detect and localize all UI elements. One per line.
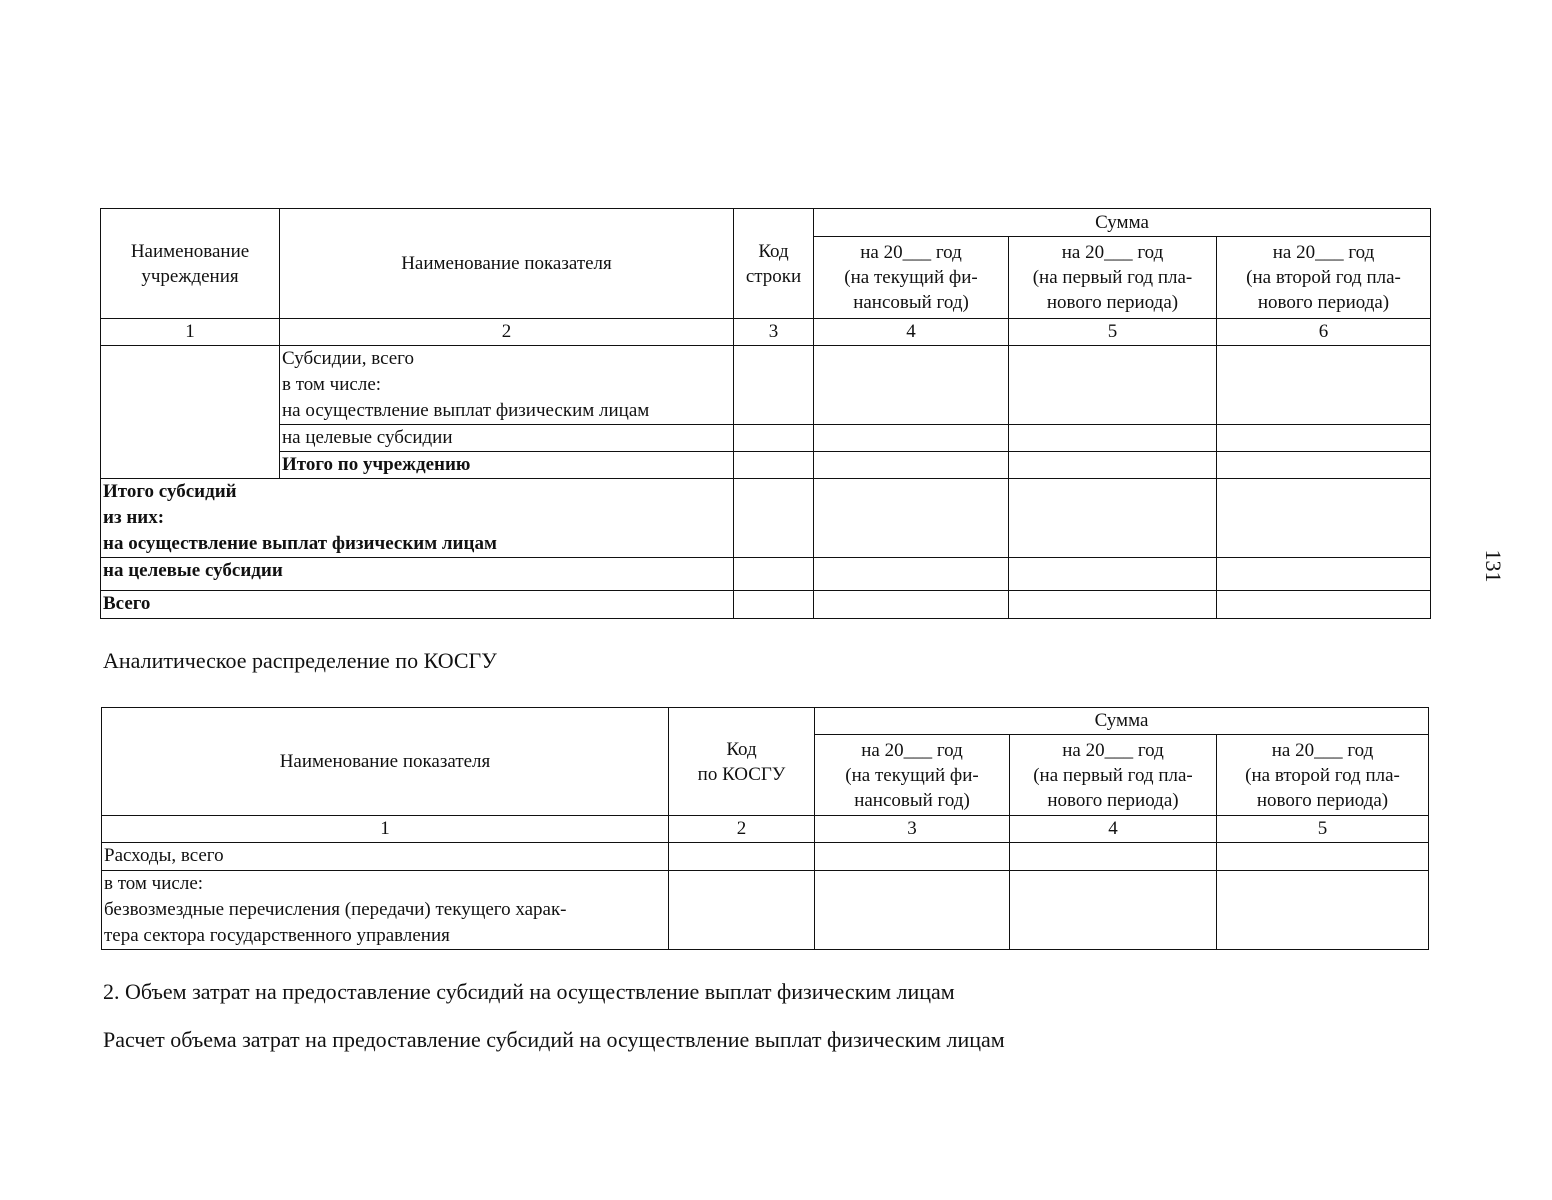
empty-cell [1217,452,1431,479]
header-year-first-plan: на 20___ год (на первый год пла- нового периода) [1010,735,1217,816]
header-indicator: Наименование показателя [280,209,734,319]
header-year-second-plan: на 20___ год (на второй год пла- нового периода) [1217,237,1431,319]
page-number: 131 [1481,549,1506,583]
empty-cell [814,346,1009,425]
column-number: 2 [280,319,734,346]
gratuitous-transfers-label: в том числе: безвозмездные перечисления (передачи) текущего харак- тера сектора государственного управления [102,871,669,950]
column-number: 4 [1010,816,1217,843]
empty-cell [734,425,814,452]
table-row [101,479,1431,558]
header-indicator: Наименование показателя [102,708,669,816]
column-number: 3 [734,319,814,346]
empty-cell [669,871,815,950]
institution-name-cell [101,346,280,479]
column-number: 2 [669,816,815,843]
total-target-subsidies-label: на целевые субсидии [101,558,734,591]
table-row [101,425,1431,452]
empty-cell [669,843,815,871]
kosgu-table [101,707,1429,950]
table-row [102,871,1429,950]
empty-cell [1217,479,1431,558]
total-institution-label: Итого по учреждению [280,452,734,479]
empty-cell [1217,558,1431,591]
empty-cell [1009,452,1217,479]
empty-cell [814,558,1009,591]
header-sum: Сумма [814,209,1431,237]
column-number-row [102,816,1429,843]
column-number: 1 [102,816,669,843]
expenses-total-label: Расходы, всего [102,843,669,871]
empty-cell [814,425,1009,452]
header-year-current: на 20___ год (на текущий фи- нансовый год) [814,237,1009,319]
empty-cell [1009,479,1217,558]
empty-cell [1009,558,1217,591]
empty-cell [734,558,814,591]
empty-cell [1217,346,1431,425]
empty-cell [815,871,1010,950]
kosgu-section-title: Аналитическое распределение по КОСГУ [103,648,497,673]
column-number: 5 [1217,816,1429,843]
grand-total-label: Всего [101,591,734,619]
empty-cell [734,591,814,619]
table-row [101,452,1431,479]
header-kosgu-code: Код по КОСГУ [669,708,815,816]
section-2-title: 2. Объем затрат на предоставление субсидий на осуществление выплат физическим лицам [103,979,955,1004]
header-sum: Сумма [815,708,1429,735]
table-row [101,591,1431,619]
empty-cell [1217,425,1431,452]
header-year-second-plan: на 20___ год (на второй год пла- нового периода) [1217,735,1429,816]
header-row-code: Код строки [734,209,814,319]
column-number: 6 [1217,319,1431,346]
table-row [101,346,1431,425]
empty-cell [734,346,814,425]
column-number: 4 [814,319,1009,346]
empty-cell [1009,425,1217,452]
section-2-subtitle: Расчет объема затрат на предоставление субсидий на осуществление выплат физическим лицам [103,1027,1005,1052]
header-year-first-plan: на 20___ год (на первый год пла- нового периода) [1009,237,1217,319]
header-institution: Наименование учреждения [101,209,280,319]
empty-cell [814,591,1009,619]
empty-cell [1217,843,1429,871]
column-number-row [101,319,1431,346]
header-year-current: на 20___ год (на текущий фи- нансовый год) [815,735,1010,816]
empty-cell [815,843,1010,871]
subsidies-total-label: Субсидии, всего в том числе: на осуществление выплат физическим лицам [280,346,734,425]
empty-cell [734,479,814,558]
table-row [101,558,1431,591]
empty-cell [1010,871,1217,950]
empty-cell [1010,843,1217,871]
empty-cell [1217,871,1429,950]
empty-cell [1009,591,1217,619]
column-number: 1 [101,319,280,346]
empty-cell [734,452,814,479]
empty-cell [1009,346,1217,425]
total-subsidies-label: Итого субсидий из них: на осуществление выплат физическим лицам [101,479,734,558]
column-number: 5 [1009,319,1217,346]
table-row [102,843,1429,871]
subsidies-table [100,208,1431,619]
empty-cell [814,479,1009,558]
empty-cell [814,452,1009,479]
column-number: 3 [815,816,1010,843]
target-subsidies-label: на целевые субсидии [280,425,734,452]
empty-cell [1217,591,1431,619]
